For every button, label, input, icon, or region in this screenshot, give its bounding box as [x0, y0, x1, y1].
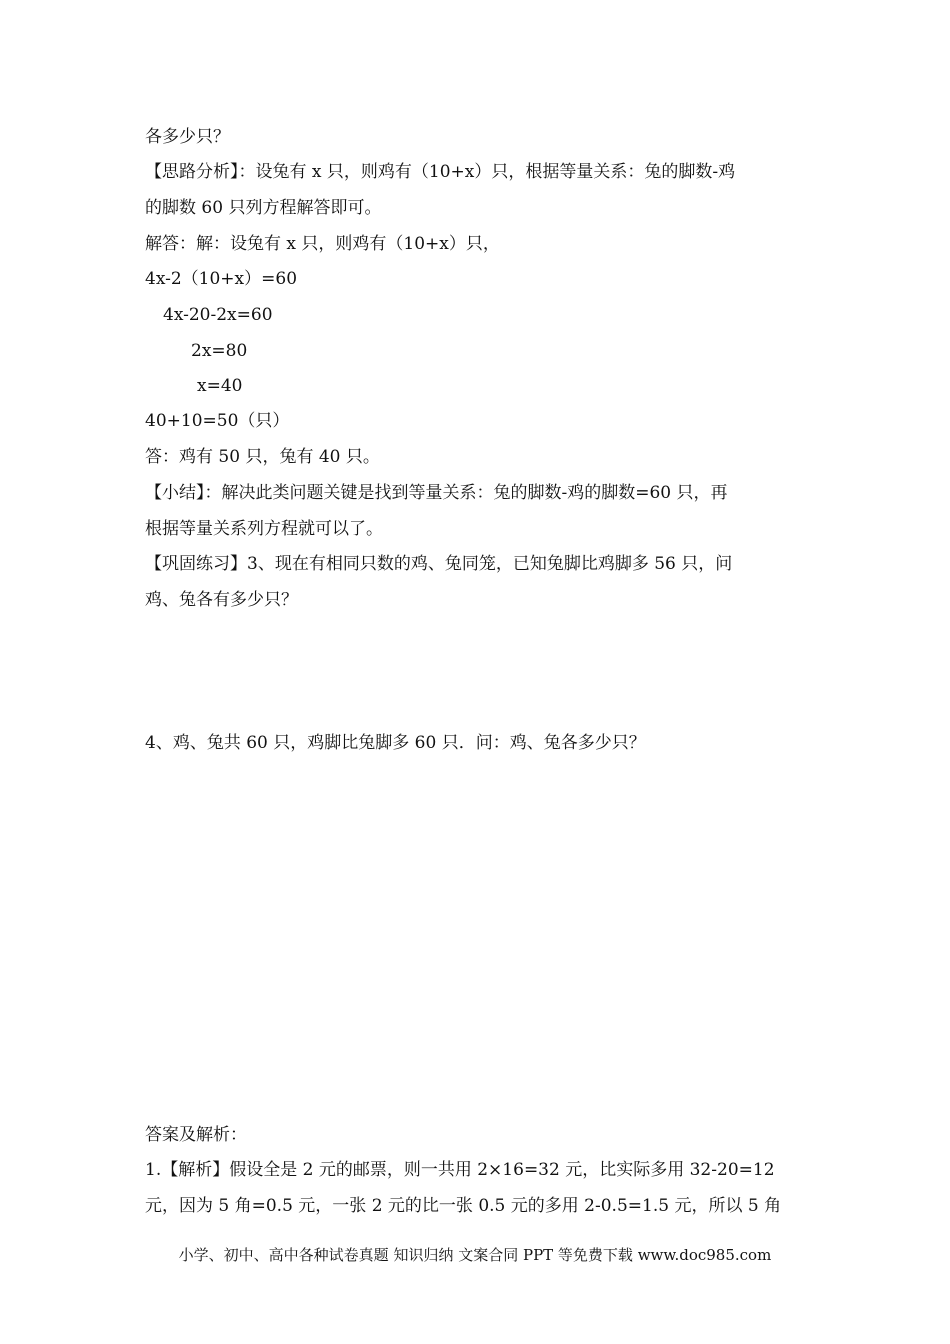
equation-line: 2x=80: [191, 341, 248, 361]
text-line: 【思路分析】：设兔有 x 只，则鸡有（10+x）只，根据等量关系：兔的脚数-鸡: [145, 162, 736, 182]
text-line: 的脚数 60 只列方程解答即可。: [145, 198, 382, 218]
equation-line: 4x-2（10+x）=60: [145, 269, 298, 289]
text-line: 【小结】：解决此类问题关键是找到等量关系：兔的脚数-鸡的脚数=60 只，再: [145, 483, 728, 503]
section-heading: 答案及解析：: [145, 1125, 247, 1145]
text-line: 各多少只？: [145, 127, 230, 147]
equation-line: 4x-20-2x=60: [163, 305, 273, 325]
page-footer: 小学、初中、高中各种试卷真题 知识归纳 文案合同 PPT 等免费下载 www.doc985.com: [178, 1246, 772, 1264]
text-line: 根据等量关系列方程就可以了。: [145, 519, 383, 539]
answer-line: 答：鸡有 50 只，兔有 40 只。: [145, 447, 380, 467]
text-line: 解答：解：设兔有 x 只，则鸡有（10+x）只，: [145, 234, 500, 254]
exercise-line: 4、鸡、兔共 60 只，鸡脚比兔脚多 60 只．问：鸡、兔各多少只？: [145, 733, 646, 753]
exercise-line: 鸡、兔各有多少只？: [145, 590, 298, 610]
exercise-line: 【巩固练习】3、现在有相同只数的鸡、兔同笼，已知兔脚比鸡脚多 56 只，问: [145, 554, 733, 574]
solution-line: 1.【解析】假设全是 2 元的邮票，则一共用 2×16=32 元，比实际多用 32-20=12: [145, 1160, 775, 1180]
solution-line: 元，因为 5 角=0.5 元，一张 2 元的比一张 0.5 元的多用 2-0.5=1.5 元，所以 5 角: [145, 1196, 782, 1216]
equation-line: x=40: [197, 376, 243, 396]
equation-line: 40+10=50（只）: [145, 411, 290, 431]
